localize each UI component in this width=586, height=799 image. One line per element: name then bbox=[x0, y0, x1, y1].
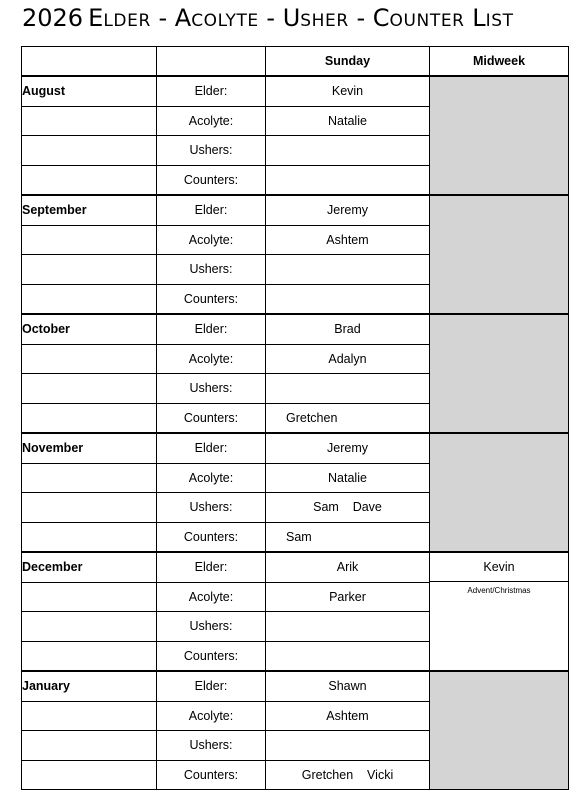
role-label: Acolyte: bbox=[157, 106, 266, 136]
role-label: Elder: bbox=[157, 195, 266, 225]
month-cell-empty bbox=[22, 522, 157, 552]
role-label: Elder: bbox=[157, 314, 266, 344]
sunday-assignment: Natalie bbox=[266, 106, 430, 136]
month-cell-empty bbox=[22, 641, 157, 671]
midweek-cell bbox=[430, 552, 569, 671]
month-cell-empty bbox=[22, 760, 157, 790]
midweek-cell bbox=[430, 76, 569, 195]
role-label: Elder: bbox=[157, 671, 266, 701]
month-label: October bbox=[22, 314, 157, 344]
month-cell-empty bbox=[22, 106, 157, 136]
month-cell-empty bbox=[22, 612, 157, 642]
role-label: Ushers: bbox=[157, 136, 266, 166]
sunday-assignment: Brad bbox=[266, 314, 430, 344]
month-cell-empty bbox=[22, 225, 157, 255]
title-word-initial: U bbox=[282, 4, 301, 32]
role-label: Acolyte: bbox=[157, 225, 266, 255]
month-cell-empty bbox=[22, 701, 157, 731]
schedule-table bbox=[21, 46, 569, 790]
role-label: Ushers: bbox=[157, 255, 266, 285]
sunday-assignment: Sam bbox=[266, 522, 430, 552]
role-label: Acolyte: bbox=[157, 344, 266, 374]
month-cell-empty bbox=[22, 136, 157, 166]
role-label: Elder: bbox=[157, 552, 266, 582]
sunday-assignment: Ashtem bbox=[266, 225, 430, 255]
month-label: November bbox=[22, 433, 157, 463]
sunday-assignment: Jeremy bbox=[266, 433, 430, 463]
title-word-rest: LDER bbox=[103, 11, 151, 31]
sunday-assignment: Kevin bbox=[266, 76, 430, 106]
role-label: Counters: bbox=[157, 641, 266, 671]
header-row bbox=[22, 47, 569, 77]
month-cell-empty bbox=[22, 731, 157, 761]
header-role bbox=[157, 47, 266, 77]
month-cell-empty bbox=[22, 463, 157, 493]
midweek-elder: Kevin bbox=[430, 553, 568, 582]
sunday-assignment bbox=[266, 731, 430, 761]
header-midweek: Midweek bbox=[430, 47, 569, 77]
sunday-assignment bbox=[266, 284, 430, 314]
title-year: 2026 bbox=[22, 4, 84, 32]
sunday-assignment bbox=[266, 374, 430, 404]
title-word-rest: COLYTE bbox=[191, 11, 259, 31]
sunday-assignment bbox=[266, 612, 430, 642]
role-label: Elder: bbox=[157, 433, 266, 463]
midweek-cell bbox=[430, 671, 569, 790]
role-label: Ushers: bbox=[157, 731, 266, 761]
month-label: January bbox=[22, 671, 157, 701]
table-row bbox=[22, 671, 569, 701]
role-label: Elder: bbox=[157, 76, 266, 106]
sunday-assignment: Adalyn bbox=[266, 344, 430, 374]
month-cell-empty bbox=[22, 493, 157, 523]
table-row bbox=[22, 76, 569, 106]
title-word-initial: L bbox=[472, 4, 486, 32]
month-label: August bbox=[22, 76, 157, 106]
role-label: Counters: bbox=[157, 522, 266, 552]
role-label: Counters: bbox=[157, 760, 266, 790]
table-row bbox=[22, 195, 569, 225]
sunday-assignment: Gretchen bbox=[266, 403, 430, 433]
sunday-assignment: Parker bbox=[266, 582, 430, 612]
header-month bbox=[22, 47, 157, 77]
sunday-assignment: Sam Dave bbox=[266, 493, 430, 523]
month-label: September bbox=[22, 195, 157, 225]
midweek-cell bbox=[430, 195, 569, 314]
sunday-assignment: Natalie bbox=[266, 463, 430, 493]
sunday-assignment: Shawn bbox=[266, 671, 430, 701]
header-sunday: Sunday bbox=[266, 47, 430, 77]
title-word-rest: SHER bbox=[300, 11, 349, 31]
title-word-rest: IST bbox=[485, 11, 514, 31]
role-label: Acolyte: bbox=[157, 701, 266, 731]
role-label: Counters: bbox=[157, 165, 266, 195]
title-word-initial: A bbox=[174, 4, 192, 32]
sunday-assignment bbox=[266, 255, 430, 285]
table-row bbox=[22, 433, 569, 463]
midweek-cell bbox=[430, 314, 569, 433]
role-label: Ushers: bbox=[157, 612, 266, 642]
role-label: Ushers: bbox=[157, 374, 266, 404]
schedule-body bbox=[22, 76, 569, 790]
role-label: Ushers: bbox=[157, 493, 266, 523]
title-word-initial: C bbox=[372, 4, 390, 32]
sunday-assignment: Arik bbox=[266, 552, 430, 582]
role-label: Acolyte: bbox=[157, 463, 266, 493]
page-title: 2026 ELDER - ACOLYTE - USHER - COUNTER LIST bbox=[22, 4, 514, 32]
midweek-note: Advent/Christmas bbox=[467, 586, 531, 595]
month-cell-empty bbox=[22, 344, 157, 374]
month-label: December bbox=[22, 552, 157, 582]
role-label: Acolyte: bbox=[157, 582, 266, 612]
sunday-assignment bbox=[266, 641, 430, 671]
role-label: Counters: bbox=[157, 403, 266, 433]
month-cell-empty bbox=[22, 255, 157, 285]
table-row bbox=[22, 552, 569, 582]
sunday-assignment: Jeremy bbox=[266, 195, 430, 225]
month-cell-empty bbox=[22, 403, 157, 433]
sunday-assignment bbox=[266, 165, 430, 195]
month-cell-empty bbox=[22, 284, 157, 314]
month-cell-empty bbox=[22, 582, 157, 612]
month-cell-empty bbox=[22, 374, 157, 404]
table-row bbox=[22, 314, 569, 344]
title-word-rest: OUNTER bbox=[389, 11, 465, 31]
role-label: Counters: bbox=[157, 284, 266, 314]
sunday-assignment bbox=[266, 136, 430, 166]
month-cell-empty bbox=[22, 165, 157, 195]
sunday-assignment: Ashtem bbox=[266, 701, 430, 731]
sunday-assignment: Gretchen Vicki bbox=[266, 760, 430, 790]
midweek-cell bbox=[430, 433, 569, 552]
title-word-initial: E bbox=[88, 4, 104, 32]
